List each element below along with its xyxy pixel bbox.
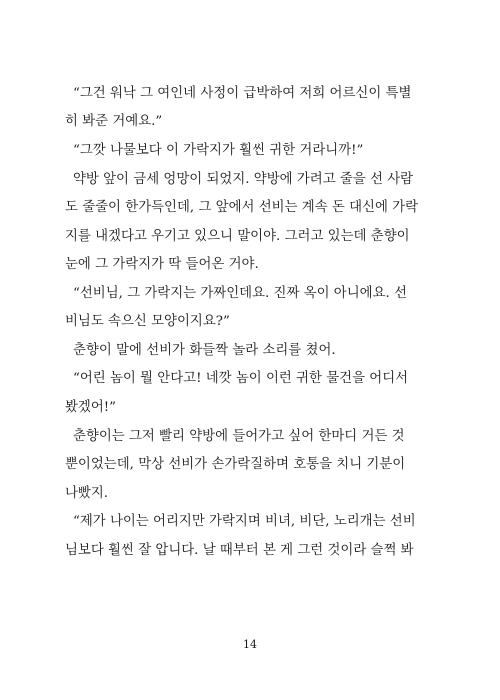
text-line: “선비님, 그 가락지는 가짜인데요. 진짜 옥이 아니에요. 선	[73, 286, 407, 301]
text-line: 님보다 훨씬 잘 압니다. 날 때부터 본 게 그런 것이라 슬쩍 봐	[65, 543, 414, 558]
text-line: 뿐이었는데, 막상 선비가 손가락질하며 호통을 치니 기분이	[65, 457, 406, 472]
text-line: “제가 나이는 어리지만 가락지며 비녀, 비단, 노리개는 선비	[73, 514, 416, 529]
text-line: 봤겠어!”	[65, 400, 117, 415]
text-line: 춘향이 말에 선비가 화들짝 놀라 소리를 쳤어.	[73, 343, 336, 358]
text-line: “어린 놈이 뭘 안다고! 네깟 놈이 이런 귀한 물건을 어디서	[73, 371, 409, 386]
text-line: 춘향이는 그저 빨리 약방에 들어가고 싶어 한마디 거든 것	[73, 429, 405, 444]
text-line: 비님도 속으신 모양이지요?”	[65, 314, 230, 329]
text-line: 나빴지.	[65, 486, 109, 501]
page-number: 14	[243, 638, 257, 651]
text-line: 도 줄줄이 한가득인데, 그 앞에서 선비는 계속 돈 대신에 가락	[65, 200, 419, 215]
text-line: 눈에 그 가락지가 딱 들어온 거야.	[65, 257, 259, 272]
text-line: 약방 앞이 금세 엉망이 되었지. 약방에 가려고 줄을 선 사람	[73, 172, 414, 187]
text-line: 히 봐준 거예요.”	[65, 114, 163, 129]
text-line: 지를 내겠다고 우기고 있으니 말이야. 그러고 있는데 춘향이	[65, 229, 410, 244]
text-line: “그건 워낙 그 여인네 사정이 급박하여 저희 어르신이 특별	[73, 86, 412, 101]
text-line: “그깟 나물보다 이 가락지가 훨씬 귀한 거라니까!”	[73, 143, 364, 158]
